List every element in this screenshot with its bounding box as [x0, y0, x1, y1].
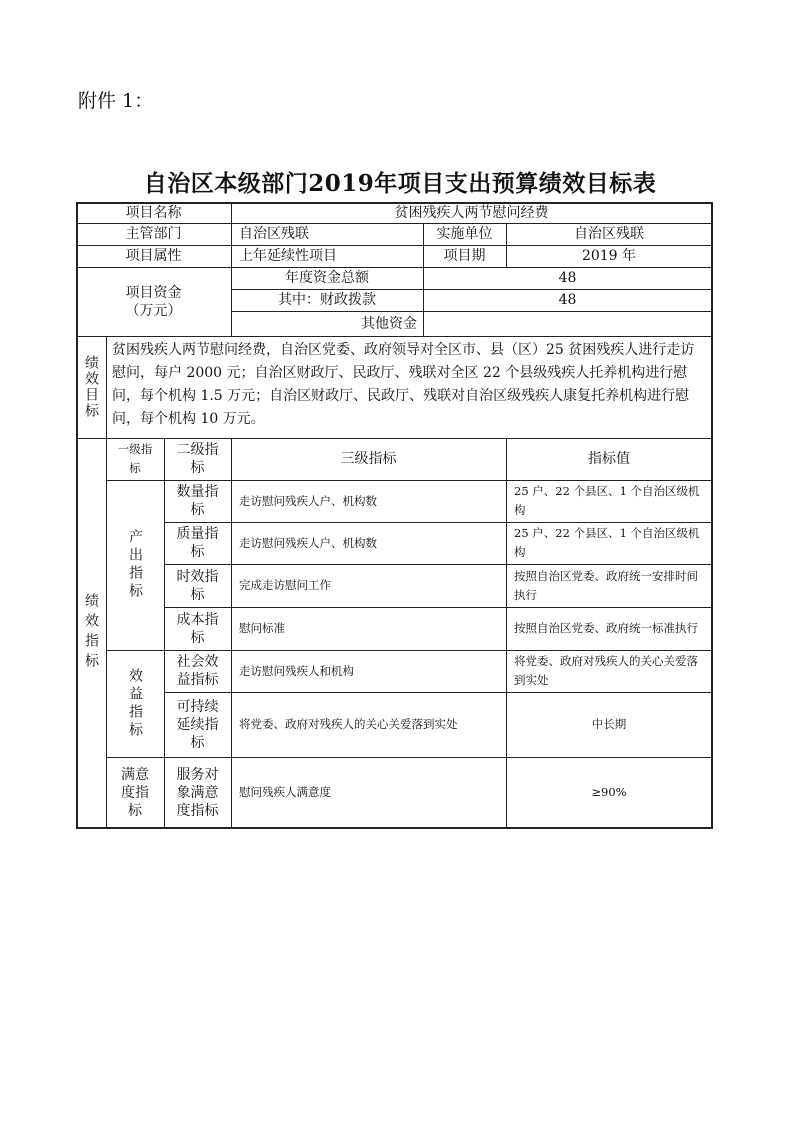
- group-output: 产出指标: [127, 529, 143, 601]
- total-funds-label: 年度资金总额: [285, 270, 369, 286]
- border-top: [76, 202, 713, 204]
- hline: [76, 223, 712, 224]
- vline: [106, 336, 107, 828]
- goal-text: 贫困残疾人两节慰问经费，自治区党委、政府领导对全区市、县（区）25 贫困残疾人进行走访慰问，每户 2000 元；自治区财政厅、民政厅、残联对全区 22 个县级残疾人托养机构进行慰问，每个机构 1.5 万元；自治区财政厅、民政厅、残联对自治区级残疾人康复托养机构进行慰问，每个机构 10 万元。: [112, 342, 695, 427]
- hline: [76, 267, 712, 268]
- level2-quantity: 数量指标: [176, 484, 219, 518]
- value-quantity: 25 户、22 个县区、1 个自治区级机构: [514, 484, 700, 517]
- indicators-label: 绩效指标: [83, 593, 99, 673]
- hline: [164, 692, 712, 693]
- total-funds-value: 48: [558, 270, 577, 286]
- other-funds-label: 其他资金: [361, 315, 417, 332]
- vline: [231, 203, 232, 336]
- level3-social-benefit: 走访慰问残疾人和机构: [239, 663, 354, 678]
- funds-label-line1: 项目资金: [125, 284, 182, 301]
- project-name-label: 项目名称: [125, 205, 182, 221]
- dept-value: 自治区残联: [239, 226, 309, 242]
- period-label: 项目期: [443, 248, 486, 264]
- vline: [506, 438, 507, 828]
- level2-quality: 质量指标: [176, 526, 219, 560]
- hline: [106, 757, 712, 758]
- level2-social-benefit: 社会效益指标: [176, 654, 219, 688]
- hline: [106, 480, 712, 481]
- header-value: 指标值: [588, 451, 630, 467]
- fiscal-funds-label: 其中：财政拨款: [278, 292, 376, 308]
- level2-sustainability: 可持续延续指标: [176, 698, 219, 751]
- hline: [76, 245, 712, 246]
- hline: [164, 607, 712, 608]
- hline: [76, 438, 712, 439]
- attr-value: 上年延续性项目: [239, 248, 337, 264]
- level2-cost: 成本指标: [176, 611, 219, 646]
- goal-label: 绩效目标: [83, 355, 99, 419]
- level3-satisfaction: 慰问残疾人满意度: [239, 785, 331, 799]
- hline: [164, 564, 712, 565]
- level2-satisfaction: 服务对象满意度指标: [176, 766, 219, 819]
- border-left: [76, 202, 78, 829]
- funds-label-line2: （万元）: [125, 302, 182, 319]
- funds-label: [76, 267, 231, 336]
- value-social-benefit: 将党委、政府对残疾人的关心关爱落到实处: [514, 654, 698, 687]
- page-title: 自治区本级部门2019年项目支出预算绩效目标表: [143, 170, 657, 197]
- dept-label: 主管部门: [125, 226, 182, 242]
- group-benefit: 效益指标: [127, 667, 143, 740]
- vline: [231, 438, 232, 828]
- impl-unit-value: 自治区残联: [574, 226, 644, 242]
- impl-unit-label: 实施单位: [436, 226, 493, 242]
- value-quality: 25 户、22 个县区、1 个自治区级机构: [514, 526, 700, 559]
- fiscal-funds-value: 48: [558, 292, 577, 308]
- hline: [231, 311, 712, 312]
- header-level3: 三级指标: [340, 451, 397, 467]
- level3-quantity: 走访慰问残疾人户、机构数: [239, 493, 377, 508]
- hline: [106, 650, 712, 651]
- header-level1: 一级指标: [117, 442, 153, 475]
- other-funds-value: [423, 311, 712, 336]
- value-sustainability: 中长期: [591, 717, 627, 731]
- hline: [164, 522, 712, 523]
- group-satisfaction: 满意度指标: [121, 766, 149, 819]
- border-bottom: [76, 827, 713, 829]
- level3-quality: 走访慰问残疾人户、机构数: [239, 535, 377, 550]
- attr-label: 项目属性: [125, 248, 182, 264]
- header-level2: 二级指标: [176, 442, 219, 476]
- attachment-label: 附件 1：: [78, 90, 154, 112]
- value-cost: 按照自治区党委、政府统一标准执行: [514, 621, 698, 635]
- period-value: 2019 年: [581, 248, 637, 264]
- value-timeliness: 按照自治区党委、政府统一安排时间执行: [514, 568, 698, 602]
- level2-timeliness: 时效指标: [176, 568, 219, 603]
- level3-timeliness: 完成走访慰问工作: [239, 578, 331, 592]
- level3-sustainability: 将党委、政府对残疾人的关心关爱落到实处: [239, 717, 458, 731]
- value-satisfaction: ≥90%: [591, 785, 627, 799]
- hline: [76, 336, 712, 337]
- vline: [164, 438, 165, 828]
- vline: [506, 223, 507, 267]
- level3-cost: 慰问标准: [239, 621, 285, 635]
- project-name-value: 贫困残疾人两节慰问经费: [394, 205, 549, 221]
- vline: [423, 223, 424, 336]
- border-right: [711, 202, 713, 829]
- hline: [231, 289, 712, 290]
